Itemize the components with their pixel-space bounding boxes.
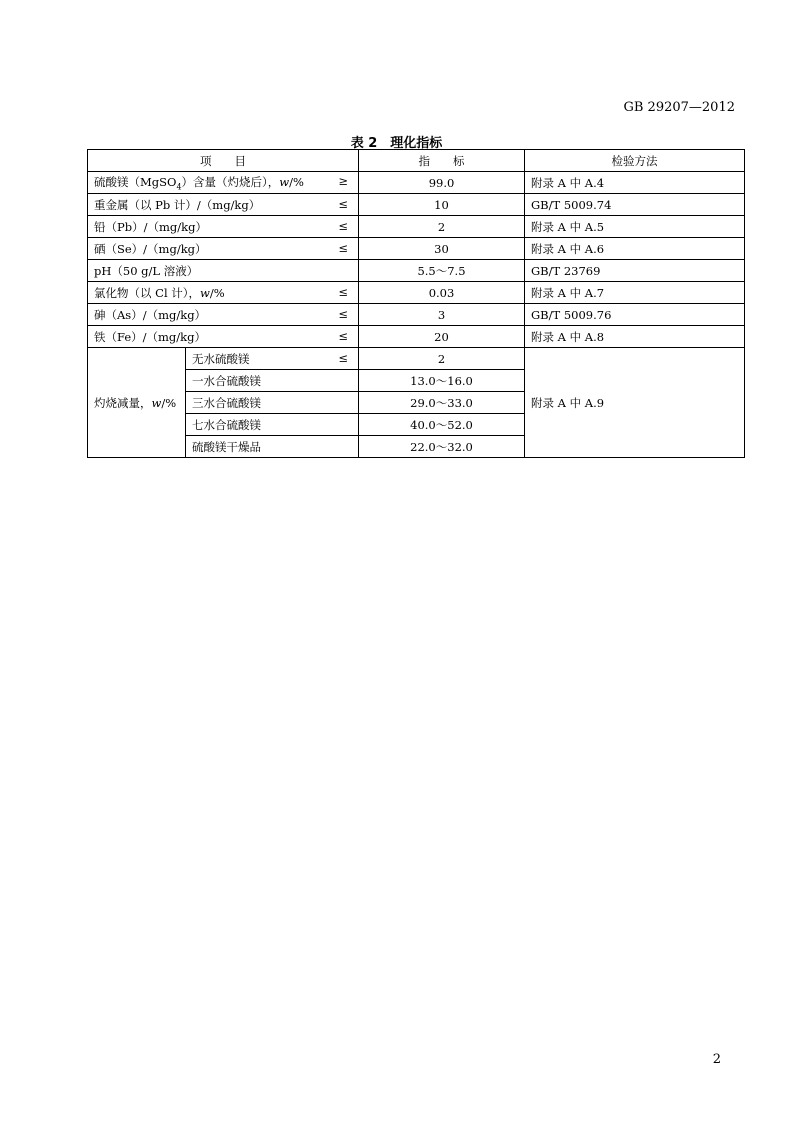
item-cell xyxy=(88,326,359,348)
item-label: 一水合硫酸镁 xyxy=(192,373,261,388)
comparison-symbol: ≥ xyxy=(338,173,348,188)
item-cell xyxy=(88,238,359,260)
item-label: 重金属（以 Pb 计）/（mg/kg） xyxy=(94,197,261,212)
item-label: 铅（Pb）/（mg/kg） xyxy=(94,219,207,234)
item-label: 硒（Se）/（mg/kg） xyxy=(94,241,207,256)
table-row xyxy=(88,282,745,304)
item-cell xyxy=(88,172,359,194)
value-cell: 2 xyxy=(359,216,525,238)
item-cell xyxy=(88,282,359,304)
item-label: 氯化物（以 Cl 计），w/% xyxy=(94,285,225,300)
table-row xyxy=(88,260,745,282)
standard-code: GB 29207—2012 xyxy=(623,100,735,115)
value-cell: 3 xyxy=(359,304,525,326)
method-cell: GB/T 23769 xyxy=(525,260,745,282)
comparison-symbol: ≤ xyxy=(338,350,348,365)
physicochemical-spec-table xyxy=(87,149,745,458)
method-cell: 附录 A 中 A.9 xyxy=(525,348,745,458)
value-cell: 29.0～33.0 xyxy=(359,392,525,414)
column-header-value: 指 标 xyxy=(359,150,525,172)
table-row xyxy=(88,194,745,216)
method-cell: 附录 A 中 A.8 xyxy=(525,326,745,348)
item-label: 七水合硫酸镁 xyxy=(192,417,261,432)
item-label: 无水硫酸镁 xyxy=(192,351,250,366)
table-row xyxy=(88,238,745,260)
table-header-row xyxy=(88,150,745,172)
comparison-symbol: ≤ xyxy=(338,218,348,233)
value-cell: 30 xyxy=(359,238,525,260)
comparison-symbol: ≤ xyxy=(338,284,348,299)
item-cell xyxy=(88,260,359,282)
comparison-symbol: ≤ xyxy=(338,240,348,255)
value-cell: 99.0 xyxy=(359,172,525,194)
table-row xyxy=(88,326,745,348)
value-cell: 40.0～52.0 xyxy=(359,414,525,436)
value-cell: 5.5～7.5 xyxy=(359,260,525,282)
table-row xyxy=(88,172,745,194)
comparison-symbol: ≤ xyxy=(338,328,348,343)
comparison-symbol: ≤ xyxy=(338,306,348,321)
item-cell xyxy=(88,216,359,238)
value-cell: 2 xyxy=(359,348,525,370)
table-row xyxy=(88,348,745,370)
item-cell xyxy=(186,414,359,436)
value-cell: 22.0～32.0 xyxy=(359,436,525,458)
item-cell xyxy=(186,348,359,370)
method-cell: 附录 A 中 A.6 xyxy=(525,238,745,260)
comparison-symbol: ≤ xyxy=(338,196,348,211)
page-number: 2 xyxy=(712,1052,721,1067)
item-label: 硫酸镁干燥品 xyxy=(192,439,261,454)
item-label: 铁（Fe）/（mg/kg） xyxy=(94,329,207,344)
value-cell: 10 xyxy=(359,194,525,216)
value-cell: 0.03 xyxy=(359,282,525,304)
value-cell: 20 xyxy=(359,326,525,348)
item-label: 三水合硫酸镁 xyxy=(192,395,261,410)
table-row xyxy=(88,304,745,326)
method-cell: 附录 A 中 A.7 xyxy=(525,282,745,304)
item-cell xyxy=(186,436,359,458)
value-cell: 13.0～16.0 xyxy=(359,370,525,392)
loss-group-label: 灼烧减量，w/% xyxy=(88,348,186,458)
item-cell xyxy=(88,304,359,326)
item-label: 砷（As）/（mg/kg） xyxy=(94,307,207,322)
table-caption: 表 2 理化指标 xyxy=(350,136,443,151)
column-header-method: 检验方法 xyxy=(525,150,745,172)
item-cell xyxy=(186,370,359,392)
item-cell xyxy=(186,392,359,414)
item-cell xyxy=(88,194,359,216)
item-label: pH（50 g/L 溶液） xyxy=(94,263,199,278)
method-cell: 附录 A 中 A.5 xyxy=(525,216,745,238)
item-label: 硫酸镁（MgSO$_4$）含量（灼烧后），w/% xyxy=(94,174,304,192)
method-cell: 附录 A 中 A.4 xyxy=(525,172,745,194)
table-row xyxy=(88,216,745,238)
column-header-item: 项 目 xyxy=(88,150,359,172)
method-cell: GB/T 5009.74 xyxy=(525,194,745,216)
method-cell: GB/T 5009.76 xyxy=(525,304,745,326)
